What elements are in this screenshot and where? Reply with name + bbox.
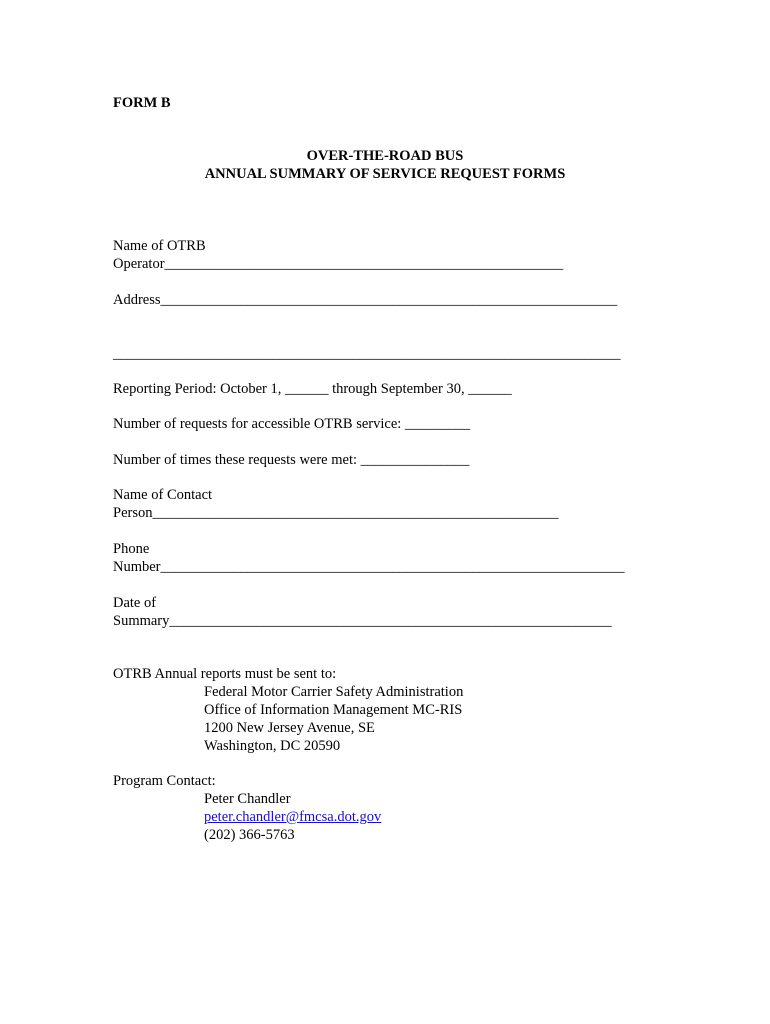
operator-field[interactable]: Operator_______________________________________________________ (113, 256, 564, 272)
phone-label: Phone (113, 541, 150, 557)
send-to-line: Office of Information Management MC-RIS (204, 702, 463, 718)
requests-count-field[interactable]: Number of requests for accessible OTRB service: _________ (113, 416, 471, 432)
contact-label: Name of Contact (113, 487, 213, 503)
program-contact-heading: Program Contact: (113, 773, 216, 789)
send-to-line: Federal Motor Carrier Safety Administration (204, 684, 464, 700)
form-label: FORM B (113, 95, 171, 111)
title-line-2: ANNUAL SUMMARY OF SERVICE REQUEST FORMS (204, 166, 566, 182)
operator-label: Name of OTRB (113, 238, 206, 254)
phone-number-field[interactable]: Number________________________________________________________________ (113, 559, 625, 575)
address-continued-field[interactable]: ______________________________________________________________________ (113, 346, 621, 362)
reporting-period-field[interactable]: Reporting Period: October 1, ______ through September 30, ______ (113, 381, 512, 397)
requests-met-field[interactable]: Number of times these requests were met: _______________ (113, 452, 470, 468)
send-to-heading: OTRB Annual reports must be sent to: (113, 666, 337, 682)
program-contact-email-link[interactable]: peter.chandler@fmcsa.dot.gov (204, 809, 382, 825)
address-field[interactable]: Address_______________________________________________________________ (113, 292, 618, 308)
date-label: Date of (113, 595, 157, 611)
program-contact-name: Peter Chandler (204, 791, 291, 807)
send-to-line: Washington, DC 20590 (204, 738, 341, 754)
program-contact-phone: (202) 366-5763 (204, 827, 295, 843)
date-of-summary-field[interactable]: Summary_____________________________________________________________ (113, 613, 612, 629)
send-to-line: 1200 New Jersey Avenue, SE (204, 720, 375, 736)
contact-person-field[interactable]: Person________________________________________________________ (113, 505, 559, 521)
title-line-1: OVER-THE-ROAD BUS (306, 148, 464, 164)
